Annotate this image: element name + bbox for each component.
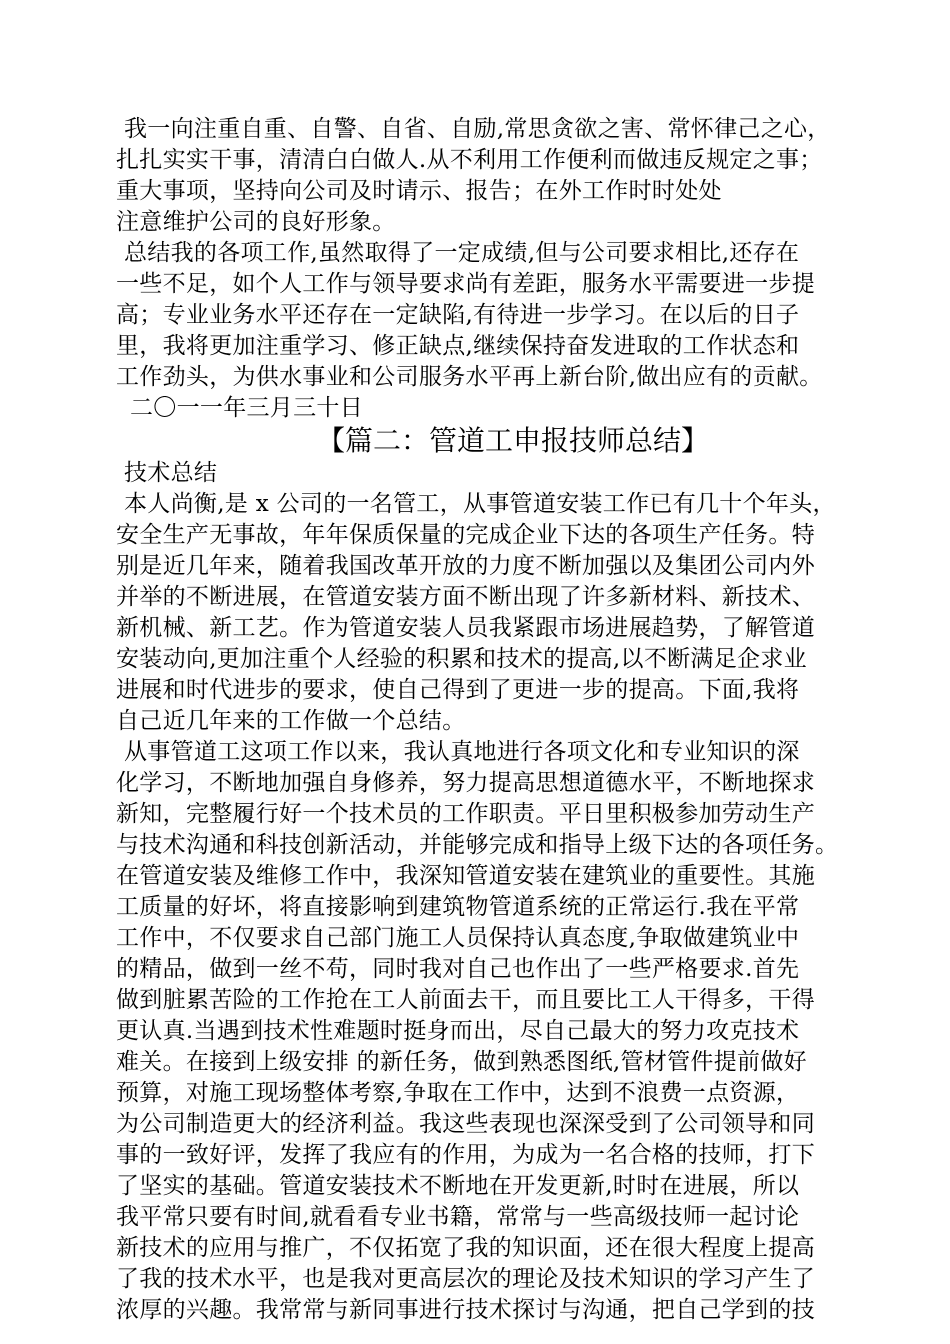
paragraph-line: 并举的不断进展，在管道安装方面不断出现了许多新材料、新技术、 <box>116 584 815 610</box>
subheading: 技术总结 <box>124 460 218 486</box>
paragraph-line: 化学习，不断地加强自身修养，努力提高思想道德水平，不断地探求 <box>116 770 815 796</box>
paragraph-line: 自己近几年来的工作做一个总结。 <box>116 708 466 734</box>
paragraph-line: 新知，完整履行好一个技术员的工作职责。平日里积极参加劳动生产 <box>116 801 815 827</box>
paragraph-line: 工作劲头，为供水事业和公司服务水平再上新台阶,做出应有的贡献。 <box>116 364 823 390</box>
paragraph-line: 注意维护公司的良好形象。 <box>116 209 396 235</box>
paragraph-line: 安装动向,更加注重个人经验的积累和技术的提高,以不断满足企求业 <box>116 646 807 672</box>
paragraph-line: 进展和时代进步的要求，使自己得到了更进一步的提高。下面,我将 <box>116 677 800 703</box>
section-heading: 【篇二：管道工申报技师总结】 <box>316 424 709 457</box>
paragraph-line: 难关。在接到上级安排 的新任务，做到熟悉图纸,管材管件提前做好 <box>116 1049 807 1075</box>
paragraph-line: 一些不足，如个人工作与领导要求尚有差距，服务水平需要进一步提 <box>116 271 815 297</box>
paragraph-line: 在管道安装及维修工作中，我深知管道安装在建筑业的重要性。其施 <box>116 863 815 889</box>
paragraph-line: 扎扎实实干事，清清白白做人.从不利用工作便利而做违反规定之事； <box>116 147 823 173</box>
paragraph-line: 浓厚的兴趣。我常常与新同事进行技术探讨与沟通，把自己学到的技 <box>116 1297 815 1323</box>
paragraph-line: 与技术沟通和科技创新活动，并能够完成和指导上级下达的各项任务。 <box>116 832 839 858</box>
paragraph-line: 工质量的好坏，将直接影响到建筑物管道系统的正常运行.我在平常 <box>116 894 800 920</box>
paragraph-line: 做到脏累苦险的工作抢在工人前面去干，而且要比工人干得多，干得 <box>116 987 815 1013</box>
paragraph-line: 新机械、新工艺。作为管道安装人员我紧跟市场进展趋势，了解管道 <box>116 615 815 641</box>
paragraph-line: 事的一致好评，发挥了我应有的作用，为成为一名合格的技师，打下 <box>116 1142 815 1168</box>
paragraph-line: 了我的技术水平，也是我对更高层次的理论及技术知识的学习产生了 <box>116 1266 815 1292</box>
paragraph-line: 别是近几年来，随着我国改革开放的力度不断加强以及集团公司内外 <box>116 553 815 579</box>
paragraph-line: 我平常只要有时间,就看看专业书籍，常常与一些高级技师一起讨论 <box>116 1204 800 1230</box>
paragraph-line: 安全生产无事故，年年保质保量的完成企业下达的各项生产任务。特 <box>116 522 815 548</box>
paragraph-line: 本人尚衡,是 x 公司的一名管工，从事管道安装工作已有几十个年头， <box>124 491 836 517</box>
paragraph-line: 工作中，不仅要求自己部门施工人员保持认真态度,争取做建筑业中 <box>116 925 800 951</box>
paragraph-line: 更认真.当遇到技术性难题时挺身而出，尽自己最大的努力攻克技术 <box>116 1018 800 1044</box>
paragraph-line: 的精品，做到一丝不苟，同时我对自己也作出了一些严格要求.首先 <box>116 956 800 982</box>
paragraph-line: 重大事项，坚持向公司及时请示、报告；在外工作时时处处 <box>116 178 722 204</box>
paragraph-line: 高；专业业务水平还存在一定缺陷,有待进一步学习。在以后的日子 <box>116 302 800 328</box>
paragraph-line: 为公司制造更大的经济利益。我这些表现也深深受到了公司领导和同 <box>116 1111 815 1137</box>
paragraph-line: 预算，对施工现场整体考察,争取在工作中，达到不浪费一点资源， <box>116 1080 800 1106</box>
paragraph-line: 新技术的应用与推广，不仅拓宽了我的知识面，还在很大程度上提高 <box>116 1235 815 1261</box>
paragraph-line: 我一向注重自重、自警、自省、自励,常思贪欲之害、常怀律己之心， <box>124 116 831 142</box>
date-line: 二〇一一年三月三十日 <box>130 395 363 421</box>
paragraph-line: 里，我将更加注重学习、修正缺点,继续保持奋发进取的工作状态和 <box>116 333 800 359</box>
paragraph-line: 从事管道工这项工作以来，我认真地进行各项文化和专业知识的深 <box>124 739 800 765</box>
document-page <box>116 114 846 1326</box>
paragraph-line: 总结我的各项工作,虽然取得了一定成绩,但与公司要求相比,还存在 <box>124 240 800 266</box>
paragraph-line: 了坚实的基础。管道安装技术不断地在开发更新,时时在进展，所以 <box>116 1173 800 1199</box>
